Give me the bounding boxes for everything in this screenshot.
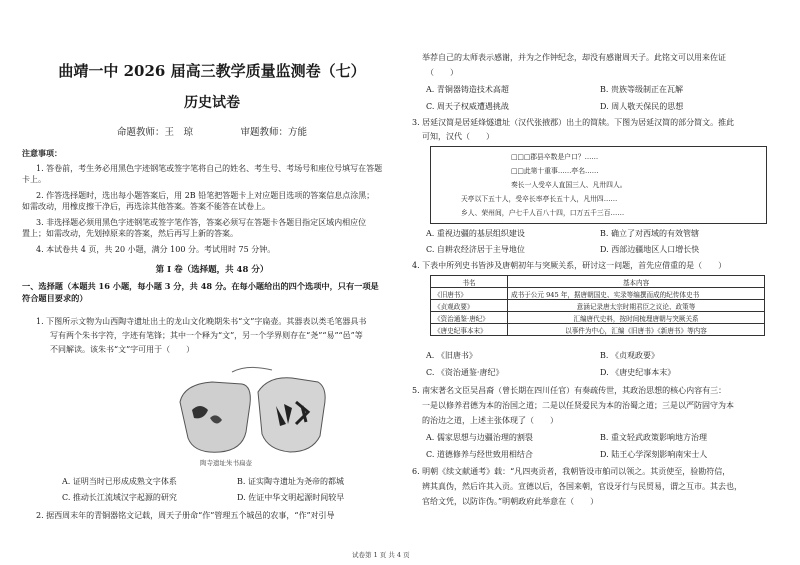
table-cell: 汇编唐代史料，按时间梳理唐朝与突厥关系 bbox=[508, 312, 765, 324]
slip-text: 奏长一人受卒人直国三人、凡卅四人。 bbox=[511, 181, 627, 189]
subject-title: 历史试卷 bbox=[184, 95, 240, 111]
q5-option-c: C. 道德修养与经世致用相结合 bbox=[426, 450, 533, 459]
q6-line: 辨其真伪，然后许其入贡。宣德以后，各国来朝，官设牙行与民贸易，谓之互市。其去也， bbox=[422, 482, 742, 491]
q4-option-d: D. 《唐史纪事本末》 bbox=[600, 368, 676, 377]
table-row bbox=[431, 312, 765, 324]
slip-text: 天亭以下五十人，受卒长率亭长五十人，凡卅四…… bbox=[461, 195, 618, 203]
image-caption: 陶寺遗址朱书扁壶 bbox=[200, 459, 252, 467]
section-heading: 符合题目要求的） bbox=[22, 293, 88, 303]
table-cell: 意涵记录唐太宗时期君臣之议论、政策等 bbox=[508, 300, 765, 312]
q1-option-d: D. 佐证中华文明起源时间较早 bbox=[237, 493, 345, 502]
q3-option-b: B. 确立了对西域的有效管辖 bbox=[600, 229, 699, 238]
notice-line: 如需改动，用橡皮擦干净后，再选涂其他答案。答案不能答在试卷上。 bbox=[22, 202, 270, 211]
table-header-row bbox=[431, 276, 765, 288]
left-column bbox=[22, 0, 402, 565]
q4-table bbox=[430, 275, 765, 336]
q2-line: 举荐自己的太师表示感谢，并为之作钟纪念，却没有感谢周天子。此铭文可以用来佐证 bbox=[422, 53, 726, 62]
notice-line: 1. 答卷前，考生务必用黑色字迹钢笔或签字笔将自己的姓名、考生号、考场号和座位号填写在答题 bbox=[36, 164, 383, 173]
q5-option-d: D. 陆王心学深刻影响南宋士人 bbox=[600, 450, 708, 459]
q3-line: 可知，汉代（ ） bbox=[422, 132, 494, 141]
q1-line: 不同解读。该朱书“文”字可用于（ ） bbox=[50, 345, 195, 354]
table-row bbox=[431, 288, 765, 300]
q3-line: 3. 居延汉简是居延烽燧遗址（汉代张掖郡）出土的简牍。下图为居延汉简的部分简文。推此 bbox=[412, 118, 735, 127]
section-heading: 一、选择题（本题共 16 小题，每小题 3 分，共 48 分。在每小题给出的四个选项中，只有一项是 bbox=[22, 281, 379, 291]
q1-option-c: C. 推动长江流域汉字起源的研究 bbox=[62, 493, 177, 502]
q4-option-a: A. 《旧唐书》 bbox=[426, 351, 477, 360]
slip-text: □□□郡县卒数是户口？…… bbox=[511, 153, 599, 161]
q5-line: 的治边之道，上述主张体现了（ ） bbox=[422, 416, 558, 425]
table-cell: 《资治通鉴·唐纪》 bbox=[431, 312, 508, 324]
table-cell: 成书于公元 945 年，据唐朝国史、实录等编撰而成的纪传体史书 bbox=[508, 288, 765, 300]
q4-option-b: B. 《贞观政要》 bbox=[600, 351, 659, 360]
q1-line: 写有两个朱书字符，字迹有笔锋；其中一个释为“文”，另一个学界则存在“尧”“易”“邑”等 bbox=[50, 331, 363, 340]
bamboo-slip-box bbox=[430, 146, 767, 224]
notice-line: 卡上。 bbox=[22, 175, 46, 184]
slip-text: □□此第十重事……亭名…… bbox=[511, 167, 599, 175]
table-cell: 以事件为中心，汇编《旧唐书》《新唐书》等内容 bbox=[508, 324, 765, 336]
q5-option-a: A. 儒家思想与边疆治理的割裂 bbox=[426, 433, 533, 442]
q1-option-a: A. 证明当时已形成成熟文字体系 bbox=[62, 477, 177, 486]
q2-line: 2. 据西周末年的青铜器铭文记载，周天子册命“作”管理五个城邑的农事，“作”对引导 bbox=[36, 511, 335, 520]
q3-option-d: D. 西部边疆地区人口增长快 bbox=[600, 245, 700, 254]
notice-line: 置上；如需改动，先划掉原来的答案，然后再写上新的答案。 bbox=[22, 229, 238, 238]
exam-title: 曲靖一中 2026 届高三教学质量监测卷（七） bbox=[58, 62, 366, 80]
q4-option-c: C. 《资治通鉴·唐纪》 bbox=[426, 368, 504, 377]
author-line: 命题教师：王 琼 审题教师：方能 bbox=[116, 127, 307, 138]
q2-option-a: A. 青铜器铸造技术高超 bbox=[426, 85, 509, 94]
table-cell: 《旧唐书》 bbox=[431, 288, 508, 300]
q1-option-b: B. 证实陶寺遗址为尧帝的都城 bbox=[237, 477, 344, 486]
q1-line: 1. 下图所示文物为山西陶寺遗址出土的龙山文化晚期朱书“文”字扁壶。其器表以类毛笔器具书 bbox=[36, 317, 367, 326]
table-row bbox=[431, 300, 765, 312]
right-column bbox=[412, 0, 782, 565]
q2-option-d: D. 周人敬天保民的思想 bbox=[600, 102, 684, 111]
q2-option-b: B. 贵族等级制正在瓦解 bbox=[600, 85, 683, 94]
notice-line: 3. 非选择题必须用黑色字迹钢笔或签字笔作答，答案必须写在答题卡各题目指定区域内相应位 bbox=[36, 218, 367, 227]
q4-line: 4. 下表中所列史书皆涉及唐朝初年与突厥关系，研讨这一问题，首先应借重的是（ ） bbox=[412, 261, 727, 270]
q2-blank: （ ） bbox=[426, 68, 458, 77]
pottery-flask-image bbox=[172, 362, 332, 457]
notice-line: 4. 本试卷共 4 页，共 20 小题，满分 100 分。考试用时 75 分钟。 bbox=[36, 245, 276, 254]
part-heading: 第 Ⅰ 卷（选择题，共 48 分） bbox=[155, 265, 269, 275]
q3-option-a: A. 重视边疆的基层组织建设 bbox=[426, 229, 525, 238]
q5-option-b: B. 重文轻武政策影响地方治理 bbox=[600, 433, 707, 442]
q3-option-c: C. 自耕农经济居于主导地位 bbox=[426, 245, 525, 254]
table-header: 书名 bbox=[431, 276, 508, 288]
table-cell: 《唐史纪事本末》 bbox=[431, 324, 508, 336]
q6-line: 官给文凭，以防诈伪。”明朝政府此举意在（ ） bbox=[422, 497, 599, 506]
table-cell: 《贞观政要》 bbox=[431, 300, 508, 312]
q6-line: 6. 明朝《续文献通考》载：“凡四夷贡者，我朝皆设市舶司以领之。其贡使至，验勘符信， bbox=[412, 467, 731, 476]
table-header: 基本内容 bbox=[508, 276, 765, 288]
table-row bbox=[431, 324, 765, 336]
notice-line: 2. 作答选择题时，选出每小题答案后，用 2B 铅笔把答题卡上对应题目选项的答案信息点涂黑； bbox=[36, 191, 375, 200]
q5-line: 5. 南宋著名文臣吴昌裔（曾长期在四川任官）有奏疏传世，其政治思想的核心内容有三： bbox=[412, 386, 727, 395]
q5-line: 一是以修养君德为本的治国之道；二是以任贤爱民为本的治蜀之道；三是以严防固守为本 bbox=[422, 401, 734, 410]
slip-text: 乡人、荣州间，户七千人百八十四，口万五千三百…… bbox=[461, 209, 625, 217]
q2-option-c: C. 周天子权威遭遇挑战 bbox=[426, 102, 509, 111]
page-footer: 试卷第 1 页 共 4 页 bbox=[352, 551, 410, 559]
notice-heading: 注意事项： bbox=[22, 148, 62, 158]
